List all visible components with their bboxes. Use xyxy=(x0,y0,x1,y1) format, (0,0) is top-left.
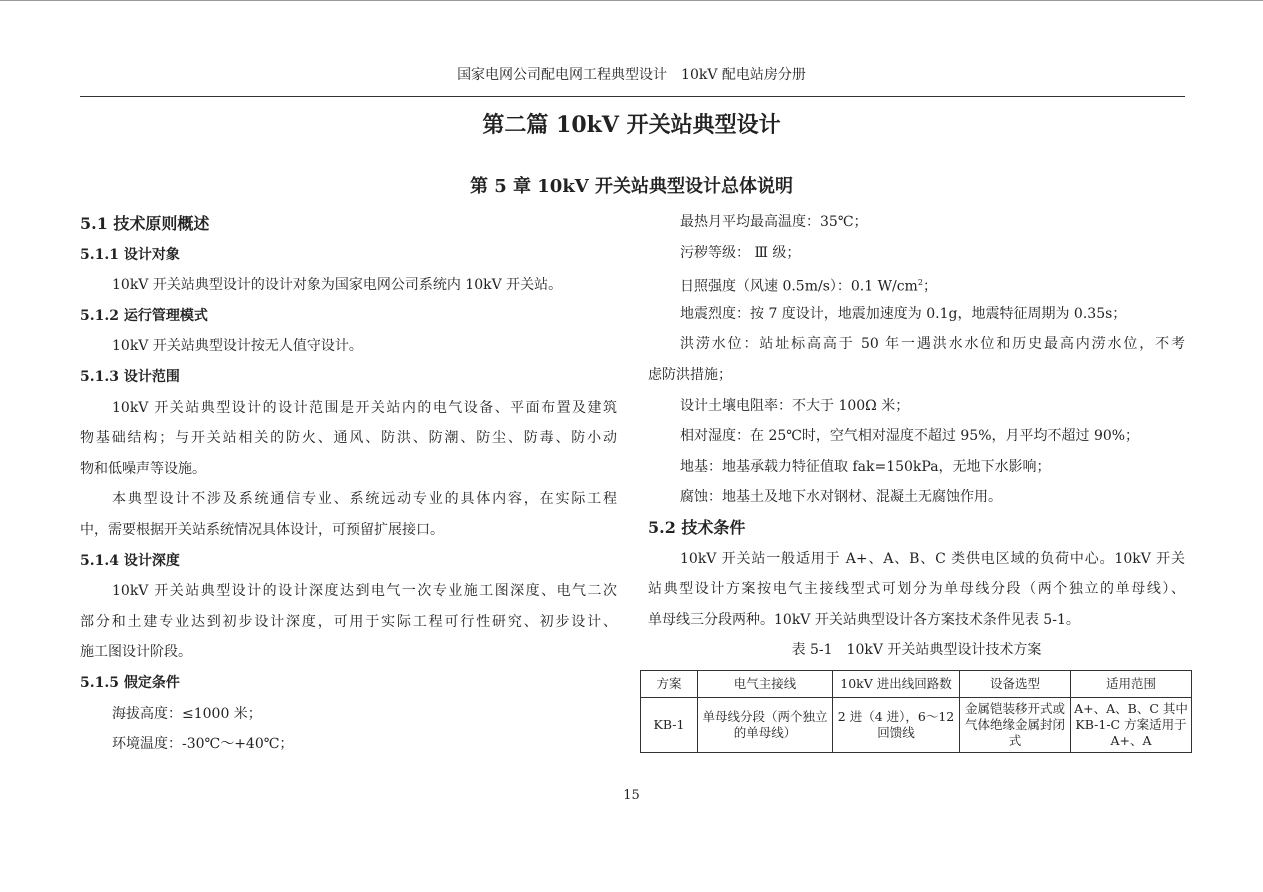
subsection-heading: 5.1.2 运行管理模式 xyxy=(80,307,208,324)
paragraph-line: 10kV 开关站典型设计的设计深度达到电气一次专业施工图深度、电气二次 xyxy=(112,583,617,600)
paragraph-line: 10kV 开关站一般适用于 A+、A、B、C 类供电区域的负荷中心。10kV 开关 xyxy=(680,550,1185,567)
running-header: 国家电网公司配电网工程典型设计 10kV 配电站房分册 xyxy=(457,67,806,83)
flood-text-line: 虑防洪措施； xyxy=(648,366,732,383)
superscript: 2 xyxy=(917,278,923,288)
paragraph-line: 物和低噪声等设施。 xyxy=(80,460,206,477)
subsection-heading: 5.1.1 设计对象 xyxy=(80,246,180,263)
paragraph-line: 站典型设计方案按电气主接线型式可划分为单母线分段（两个独立的单母线）、 xyxy=(648,581,1185,598)
table-cell: A+、A、B、C 其中 KB-1-C 方案适用于 A+、A xyxy=(1071,697,1192,752)
top-border xyxy=(0,0,1263,1)
foundation-text: 地基：地基承载力特征值取 fak=150kPa，无地下水影响； xyxy=(680,458,1051,475)
sunlight-text xyxy=(648,268,1185,299)
soil-text: 设计土壤电阻率：不大于 100Ω 米； xyxy=(680,397,910,414)
table-header: 10kV 进出线回路数 xyxy=(833,670,960,697)
paragraph-line: 部分和土建专业达到初步设计深度，可用于实际工程可行性研究、初步设计、 xyxy=(80,613,617,630)
section-heading: 5.2 技术条件 xyxy=(648,517,746,537)
altitude-text: 海拔高度：≤1000 米； xyxy=(112,705,262,722)
sunlight-main: 日照强度（风速 0.5m/s）：0.1 W/cm xyxy=(680,278,918,295)
flood-text-line: 洪涝水位：站址标高高于 50 年一遇洪水水位和历史最高内涝水位，不考 xyxy=(680,336,1185,353)
tech-scheme-table xyxy=(640,670,1192,753)
paragraph-line: 施工图设计阶段。 xyxy=(80,644,192,661)
max-temp-text: 最热月平均最高温度：35℃； xyxy=(680,214,868,230)
page-number: 15 xyxy=(623,788,640,803)
subsection-heading: 5.1.4 设计深度 xyxy=(80,552,180,569)
seismic-text: 地震烈度：按 7 度设计，地震加速度为 0.1g，地震特征周期为 0.35s； xyxy=(680,305,1127,322)
subsection-heading: 5.1.3 设计范围 xyxy=(80,368,180,385)
subsection-heading: 5.1.5 假定条件 xyxy=(80,674,180,691)
chapter-title: 第 5 章 10kV 开关站典型设计总体说明 xyxy=(469,176,794,197)
pollution-text: 污秽等级： Ⅲ 级； xyxy=(680,244,801,261)
paragraph-line: 中，需要根据开关站系统情况具体设计，可预留扩展接口。 xyxy=(80,521,444,538)
paragraph-line: 单母线三分段两种。10kV 开关站典型设计各方案技术条件见表 5-1。 xyxy=(648,611,1080,628)
table-cell: 2 进（4 进），6～12 回馈线 xyxy=(833,697,960,752)
humidity-text: 相对湿度：在 25℃时，空气相对湿度不超过 95%，月平均不超过 90%； xyxy=(680,428,1140,445)
table-row xyxy=(641,697,1192,752)
table-caption: 表 5-1 10kV 开关站典型设计技术方案 xyxy=(791,642,1042,659)
section-heading: 5.1 技术原则概述 xyxy=(80,214,210,233)
paragraph-line: 10kV 开关站典型设计的设计范围是开关站内的电气设备、平面布置及建筑 xyxy=(112,399,617,416)
left-column xyxy=(80,209,617,760)
corrosion-text: 腐蚀：地基土及地下水对钢材、混凝土无腐蚀作用。 xyxy=(680,489,1002,506)
paragraph: 10kV 开关站典型设计的设计对象为国家电网公司系统内 10kV 开关站。 xyxy=(112,277,563,294)
table-header: 电气主接线 xyxy=(698,670,833,697)
table-header: 设备选型 xyxy=(960,670,1071,697)
header-rule xyxy=(80,96,1185,97)
right-column xyxy=(648,207,1188,753)
table-cell: 单母线分段（两个独立的单母线） xyxy=(698,697,833,752)
sunlight-end: ； xyxy=(922,278,937,295)
table-cell: KB-1 xyxy=(641,697,698,752)
table-header: 适用范围 xyxy=(1071,670,1192,697)
paragraph: 10kV 开关站典型设计按无人值守设计。 xyxy=(112,338,363,355)
paragraph-line: 本典型设计不涉及系统通信专业、系统远动专业的具体内容，在实际工程 xyxy=(112,491,617,508)
part-title: 第二篇 10kV 开关站典型设计 xyxy=(482,112,781,138)
paragraph-line: 物基础结构；与开关站相关的防火、通风、防洪、防潮、防尘、防毒、防小动 xyxy=(80,430,617,447)
table-header: 方案 xyxy=(641,670,698,697)
table-header-row xyxy=(641,670,1192,697)
temperature-text: 环境温度：-30℃～+40℃； xyxy=(112,736,294,753)
table-cell: 金属铠装移开式或气体绝缘金属封闭式 xyxy=(960,697,1071,752)
